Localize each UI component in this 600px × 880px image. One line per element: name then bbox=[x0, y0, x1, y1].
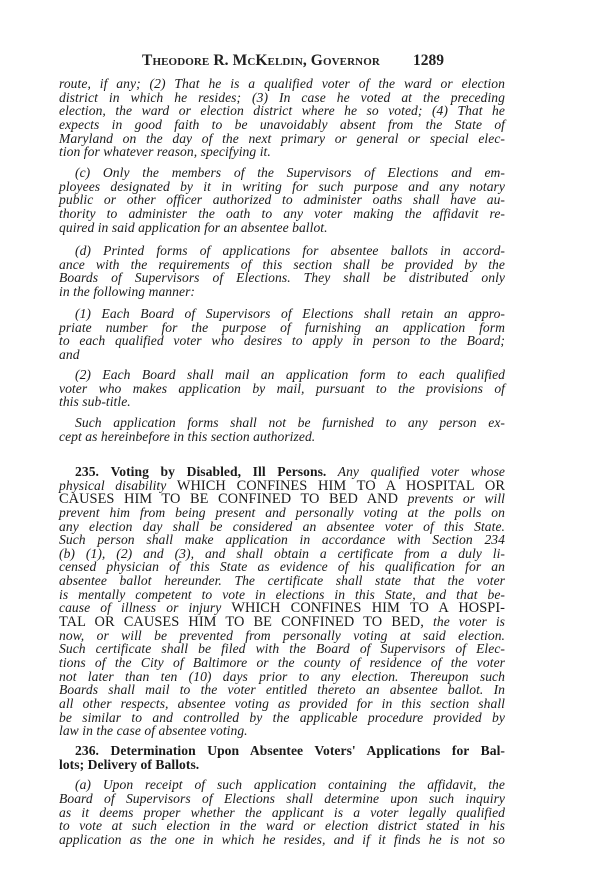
text-line: to vote at such election in the ward or election district stated in his bbox=[59, 818, 505, 834]
text-segment: all other respects, absentee voting as provided for in this section shall bbox=[59, 695, 505, 711]
section-heading-line bbox=[59, 758, 505, 772]
text-line: Maryland on the day of the next primary or general or special elec- bbox=[59, 130, 505, 146]
text-line: ployees designated by it in writing for such purpose and any notary bbox=[59, 178, 505, 194]
paragraph-subsection-c bbox=[59, 166, 505, 234]
text-line bbox=[59, 615, 505, 629]
text-line: district in which he resides; (3) In case he voted at the preceding bbox=[59, 89, 505, 105]
text-segment: WHICH CONFINES HIM TO A HOSPI- bbox=[231, 600, 506, 617]
text-segment: tions of the City of Baltimore or the county of residence of the voter bbox=[59, 654, 505, 670]
text-line: as it deems proper whether the applicant is a voter legally qualified bbox=[59, 804, 505, 820]
text-line bbox=[59, 656, 505, 670]
text-line bbox=[59, 629, 505, 643]
text-segment: Such person shall make application in accordance with Section 234 bbox=[59, 532, 505, 548]
text-line: (c) Only the members of the Supervisors of Elections and em- bbox=[75, 165, 505, 180]
text-segment: not later than ten (10) days prior to any election. Thereupon such bbox=[59, 668, 505, 684]
text-line: (d) Printed forms of applications for absentee ballots in accord- bbox=[75, 243, 505, 258]
text-line bbox=[59, 533, 505, 547]
text-line: Board of Supervisors of Elections shall determine upon such inquiry bbox=[59, 790, 505, 806]
page-number: 1289 bbox=[413, 52, 444, 69]
text-segment: the voter is bbox=[433, 614, 505, 630]
text-line: priate number for the purpose of furnishing an application form bbox=[59, 319, 505, 335]
text-line: quired in said application for an absentee ballot. bbox=[59, 219, 328, 235]
text-segment: TAL OR CAUSES HIM TO BE CONFINED TO BED, bbox=[59, 614, 434, 631]
text-line bbox=[59, 547, 505, 561]
text-line: tion for whatever reason, specifying it. bbox=[59, 144, 271, 160]
text-line: to each qualified voter who desires to apply in person to the Board; bbox=[59, 333, 505, 349]
paragraph-item-2 bbox=[59, 368, 505, 409]
text-line: Such application forms shall not be furnished to any person ex- bbox=[75, 415, 505, 430]
running-head: Theodore R. McKeldin, Governor bbox=[142, 52, 380, 69]
section-number: 235. bbox=[75, 464, 99, 479]
text-line: (2) Each Board shall mail an application form to each qualified bbox=[75, 367, 505, 382]
text-line bbox=[59, 697, 505, 711]
section-number: 236. bbox=[75, 743, 99, 758]
page-header bbox=[0, 52, 600, 72]
text-segment: (b) (1), (2) and (3), and shall obtain a certificate from a duly li- bbox=[59, 545, 505, 561]
text-segment: Boards shall mail to the voter entitled thereto an absentee ballot. In bbox=[59, 682, 505, 698]
paragraph-item-1 bbox=[59, 307, 505, 362]
paragraph-subsection-d bbox=[59, 244, 505, 299]
text-line bbox=[59, 683, 505, 697]
text-line: (a) Upon receipt of such application containing the affidavit, the bbox=[75, 777, 505, 793]
text-line bbox=[59, 670, 505, 684]
paragraph-continuation bbox=[59, 77, 505, 159]
text-segment: absentee ballot hereunder. The certificate shall state that the voter bbox=[59, 573, 505, 589]
text-segment: be similar to and controlled by the applicable procedure provided by bbox=[59, 709, 505, 725]
text-segment: physical disability bbox=[59, 477, 177, 493]
text-segment: prevents or will bbox=[407, 491, 505, 507]
text-line bbox=[59, 520, 505, 534]
section-title-continued: lots; Delivery of Ballots. bbox=[59, 756, 200, 772]
text-line: public or other officer authorized to administer oaths shall have au- bbox=[59, 192, 505, 208]
text-line bbox=[59, 479, 505, 493]
text-line: expects in good faith to be unavoidably absent from the State of bbox=[59, 116, 505, 132]
text-segment: any election day shall be considered an absentee voter of this State. bbox=[59, 518, 505, 534]
text-line bbox=[59, 588, 505, 602]
text-segment: law in the case of absentee voting. bbox=[59, 723, 248, 739]
text-line: ance with the requirements of this section shall be provided by the bbox=[59, 256, 505, 272]
text-segment: Any qualified voter whose bbox=[337, 464, 505, 479]
text-line: route, if any; (2) That he is a qualified voter of the ward or election bbox=[59, 76, 505, 91]
text-line bbox=[59, 642, 505, 656]
text-segment: CAUSES HIM TO BE CONFINED TO BED AND bbox=[59, 491, 408, 508]
text-line bbox=[59, 724, 505, 738]
text-line: in the following manner: bbox=[59, 283, 195, 299]
text-line: application as the one in which he resides, and if it finds he is not so bbox=[59, 831, 505, 847]
paragraph-restriction bbox=[59, 416, 505, 443]
text-segment: is mentally competent to vote in elections in this State, and that be- bbox=[59, 586, 505, 602]
section-heading-line bbox=[59, 744, 505, 758]
text-segment: Such certificate shall be filed with the Board of Supervisors of Elec- bbox=[59, 641, 505, 657]
section-236 bbox=[59, 744, 505, 846]
text-segment: now, or will be prevented from personally voting at said election. bbox=[59, 627, 505, 643]
text-line bbox=[59, 574, 505, 588]
text-line bbox=[59, 506, 505, 520]
text-line: voter who makes application by mail, pursuant to the provisions of bbox=[59, 380, 505, 396]
text-line: thority to administer the oath to any voter making the affidavit re- bbox=[59, 205, 505, 221]
section-235 bbox=[59, 465, 505, 738]
text-line: Boards of Supervisors of Elections. They shall be distributed only bbox=[59, 270, 505, 286]
text-line: (1) Each Board of Supervisors of Elections shall retain an appro- bbox=[75, 306, 505, 321]
text-line bbox=[59, 465, 505, 479]
text-line bbox=[59, 711, 505, 725]
section-title: Determination Upon Absentee Voters' Applications for Bal- bbox=[110, 743, 505, 758]
text-segment: WHICH CONFINES HIM TO A HOSPITAL OR bbox=[176, 477, 506, 494]
text-line: and bbox=[59, 346, 80, 362]
text-line bbox=[59, 601, 505, 615]
text-segment: prevent him from being present and personally voting at the polls on bbox=[59, 504, 505, 520]
section-title: Voting by Disabled, Ill Persons. bbox=[110, 464, 327, 479]
text-segment: cause of illness or injury bbox=[59, 600, 232, 616]
text-segment: censed physician of this State as evidence of his qualification for an bbox=[59, 559, 505, 575]
text-line bbox=[59, 560, 505, 574]
text-line bbox=[59, 492, 505, 506]
text-line: cept as hereinbefore in this section authorized. bbox=[59, 428, 316, 444]
text-line: this sub-title. bbox=[59, 394, 131, 410]
text-line: election, the ward or election district where he so voted; (4) That he bbox=[59, 103, 505, 119]
